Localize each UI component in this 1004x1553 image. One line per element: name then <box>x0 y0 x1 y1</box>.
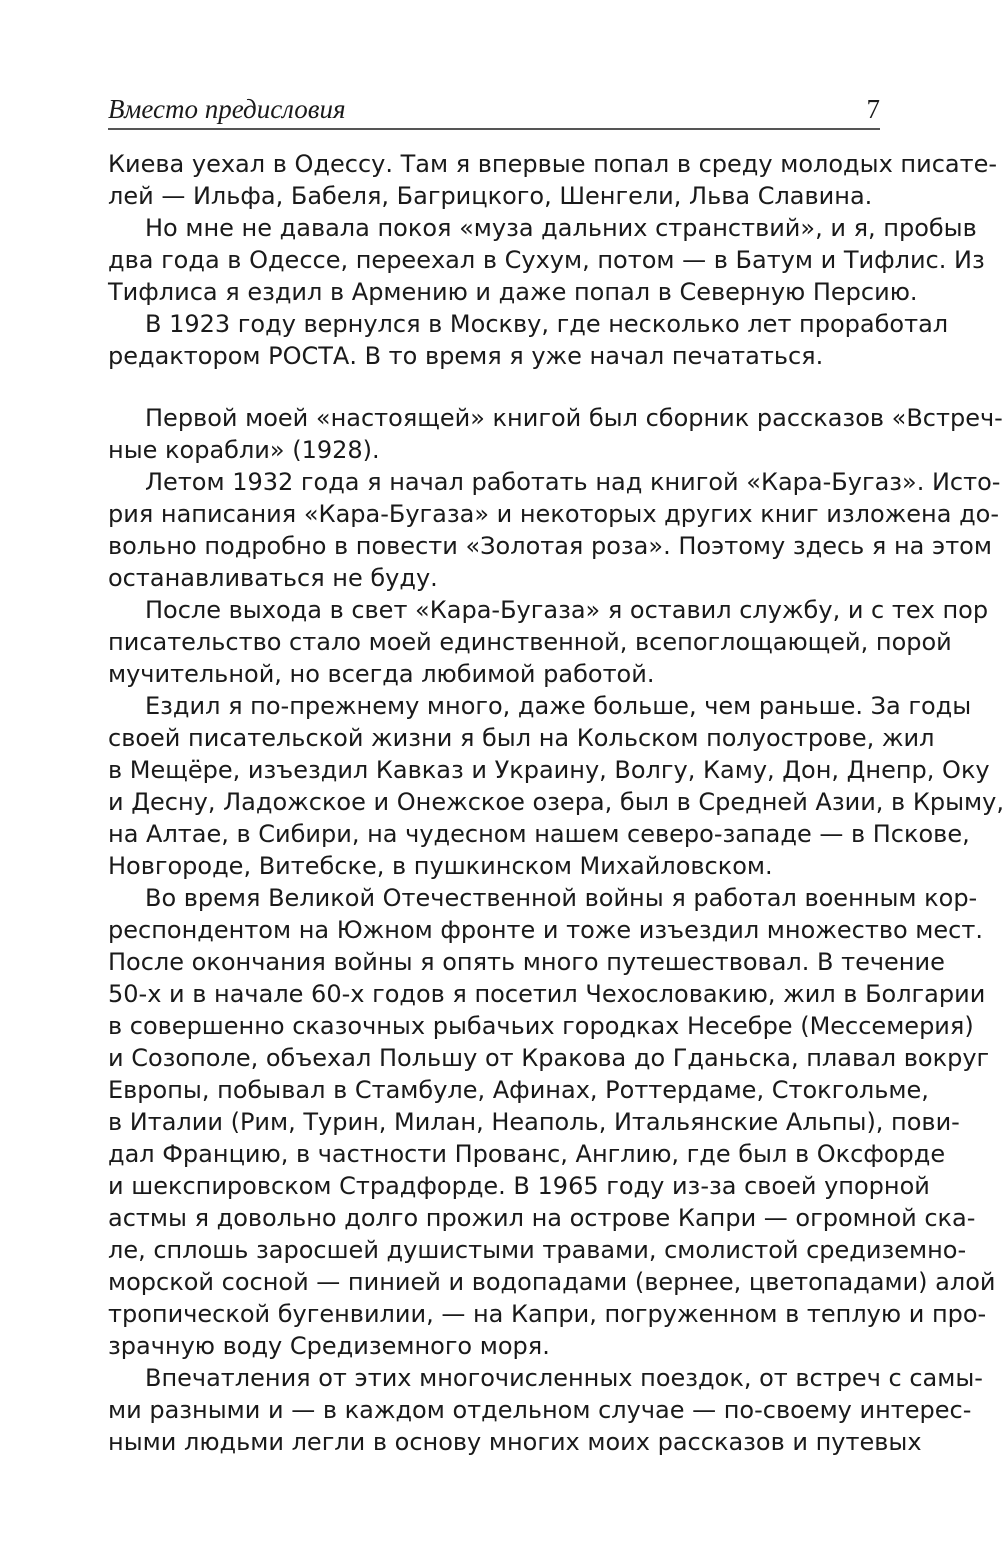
paragraph <box>108 402 1003 466</box>
text-line: морской сосной — пинией и водопадами (вернее, цветопадами) алой <box>108 1268 996 1296</box>
text-line: ные корабли» (1928). <box>108 436 380 464</box>
text-line: Ездил я по-прежнему много, даже больше, чем раньше. За годы <box>145 692 972 720</box>
text-line: Впечатления от этих многочисленных поездок, от встреч с самы- <box>145 1364 983 1392</box>
body-text <box>108 148 1004 1458</box>
paragraph <box>108 148 998 212</box>
text-line: Новгороде, Витебске, в пушкинском Михайловском. <box>108 852 773 880</box>
text-line: рия написания «Кара-Бугаза» и некоторых других книг изложена до- <box>108 500 1000 528</box>
paragraph <box>108 882 996 1362</box>
paragraph <box>108 466 1001 594</box>
text-line: в совершенно сказочных рыбачьих городках Несебре (Мессемерия) <box>108 1012 974 1040</box>
text-line: Но мне не давала покоя «муза дальних странствий», и я, пробыв <box>145 214 977 242</box>
paragraph <box>108 308 949 372</box>
text-line: и шекспировском Страдфорде. В 1965 году из-за своей упорной <box>108 1172 930 1200</box>
text-line: тропической бугенвилии, — на Капри, погруженном в теплую и про- <box>108 1300 987 1328</box>
text-line: ле, сплошь заросшей душистыми травами, смолистой средиземно- <box>108 1236 967 1264</box>
text-line: лей — Ильфа, Бабеля, Багрицкого, Шенгели, Льва Славина. <box>108 182 873 210</box>
text-line: в Мещёре, изъездил Кавказ и Украину, Волгу, Каму, Дон, Днепр, Оку <box>108 756 990 784</box>
text-line: и Десну, Ладожское и Онежское озера, был в Средней Азии, в Крыму, <box>108 788 1004 816</box>
text-line: вольно подробно в повести «Золотая роза». Поэтому здесь я на этом <box>108 532 992 560</box>
text-line: останавливаться не буду. <box>108 564 438 592</box>
text-line: астмы я довольно долго прожил на острове Капри — огромной ска- <box>108 1204 976 1232</box>
text-line: 50-х и в начале 60-х годов я посетил Чехословакию, жил в Болгарии <box>108 980 986 1008</box>
paragraph <box>108 690 1004 882</box>
text-line: Первой моей «настоящей» книгой был сборник рассказов «Встреч- <box>145 404 1003 432</box>
text-line: Европы, побывал в Стамбуле, Афинах, Роттердаме, Стокгольме, <box>108 1076 929 1104</box>
running-header <box>108 88 880 130</box>
text-line: дал Францию, в частности Прованс, Англию, где был в Оксфорде <box>108 1140 946 1168</box>
text-line: После окончания войны я опять много путешествовал. В течение <box>108 948 945 976</box>
text-line: два года в Одессе, переехал в Сухум, потом — в Батум и Тифлис. Из <box>108 246 985 274</box>
section-break <box>108 372 880 402</box>
paragraph <box>108 1362 983 1458</box>
paragraph <box>108 594 989 690</box>
text-line: Тифлиса я ездил в Армению и даже попал в Северную Персию. <box>108 278 918 306</box>
paragraph <box>108 212 985 308</box>
text-line: Киева уехал в Одессу. Там я впервые попал в среду молодых писате- <box>108 150 998 178</box>
text-line: редактором РОСТА. В то время я уже начал печататься. <box>108 342 824 370</box>
text-line: мучительной, но всегда любимой работой. <box>108 660 655 688</box>
text-line: ными людьми легли в основу многих моих рассказов и путевых <box>108 1428 922 1456</box>
text-line: Летом 1932 года я начал работать над книгой «Кара-Бугаз». Исто- <box>145 468 1001 496</box>
text-line: на Алтае, в Сибири, на чудесном нашем северо-западе — в Пскове, <box>108 820 970 848</box>
text-line: писательство стало моей единственной, всепоглощающей, порой <box>108 628 952 656</box>
text-line: После выхода в свет «Кара-Бугаза» я оставил службу, и с тех пор <box>145 596 989 624</box>
text-line: в Италии (Рим, Турин, Милан, Неаполь, Итальянские Альпы), пови- <box>108 1108 960 1136</box>
text-line: Во время Великой Отечественной войны я работал военным кор- <box>145 884 978 912</box>
text-line: и Созополе, объехал Польшу от Кракова до Гданьска, плавал вокруг <box>108 1044 990 1072</box>
section-title: Вместо предисловия <box>108 94 346 124</box>
text-line: ми разными и — в каждом отдельном случае — по-своему интерес- <box>108 1396 972 1424</box>
page-number: 7 <box>866 94 880 124</box>
text-line: респондентом на Южном фронте и тоже изъездил множество мест. <box>108 916 983 944</box>
text-line: зрачную воду Средиземного моря. <box>108 1332 550 1360</box>
text-line: В 1923 году вернулся в Москву, где несколько лет проработал <box>145 310 949 338</box>
text-line: своей писательской жизни я был на Кольском полуострове, жил <box>108 724 935 752</box>
